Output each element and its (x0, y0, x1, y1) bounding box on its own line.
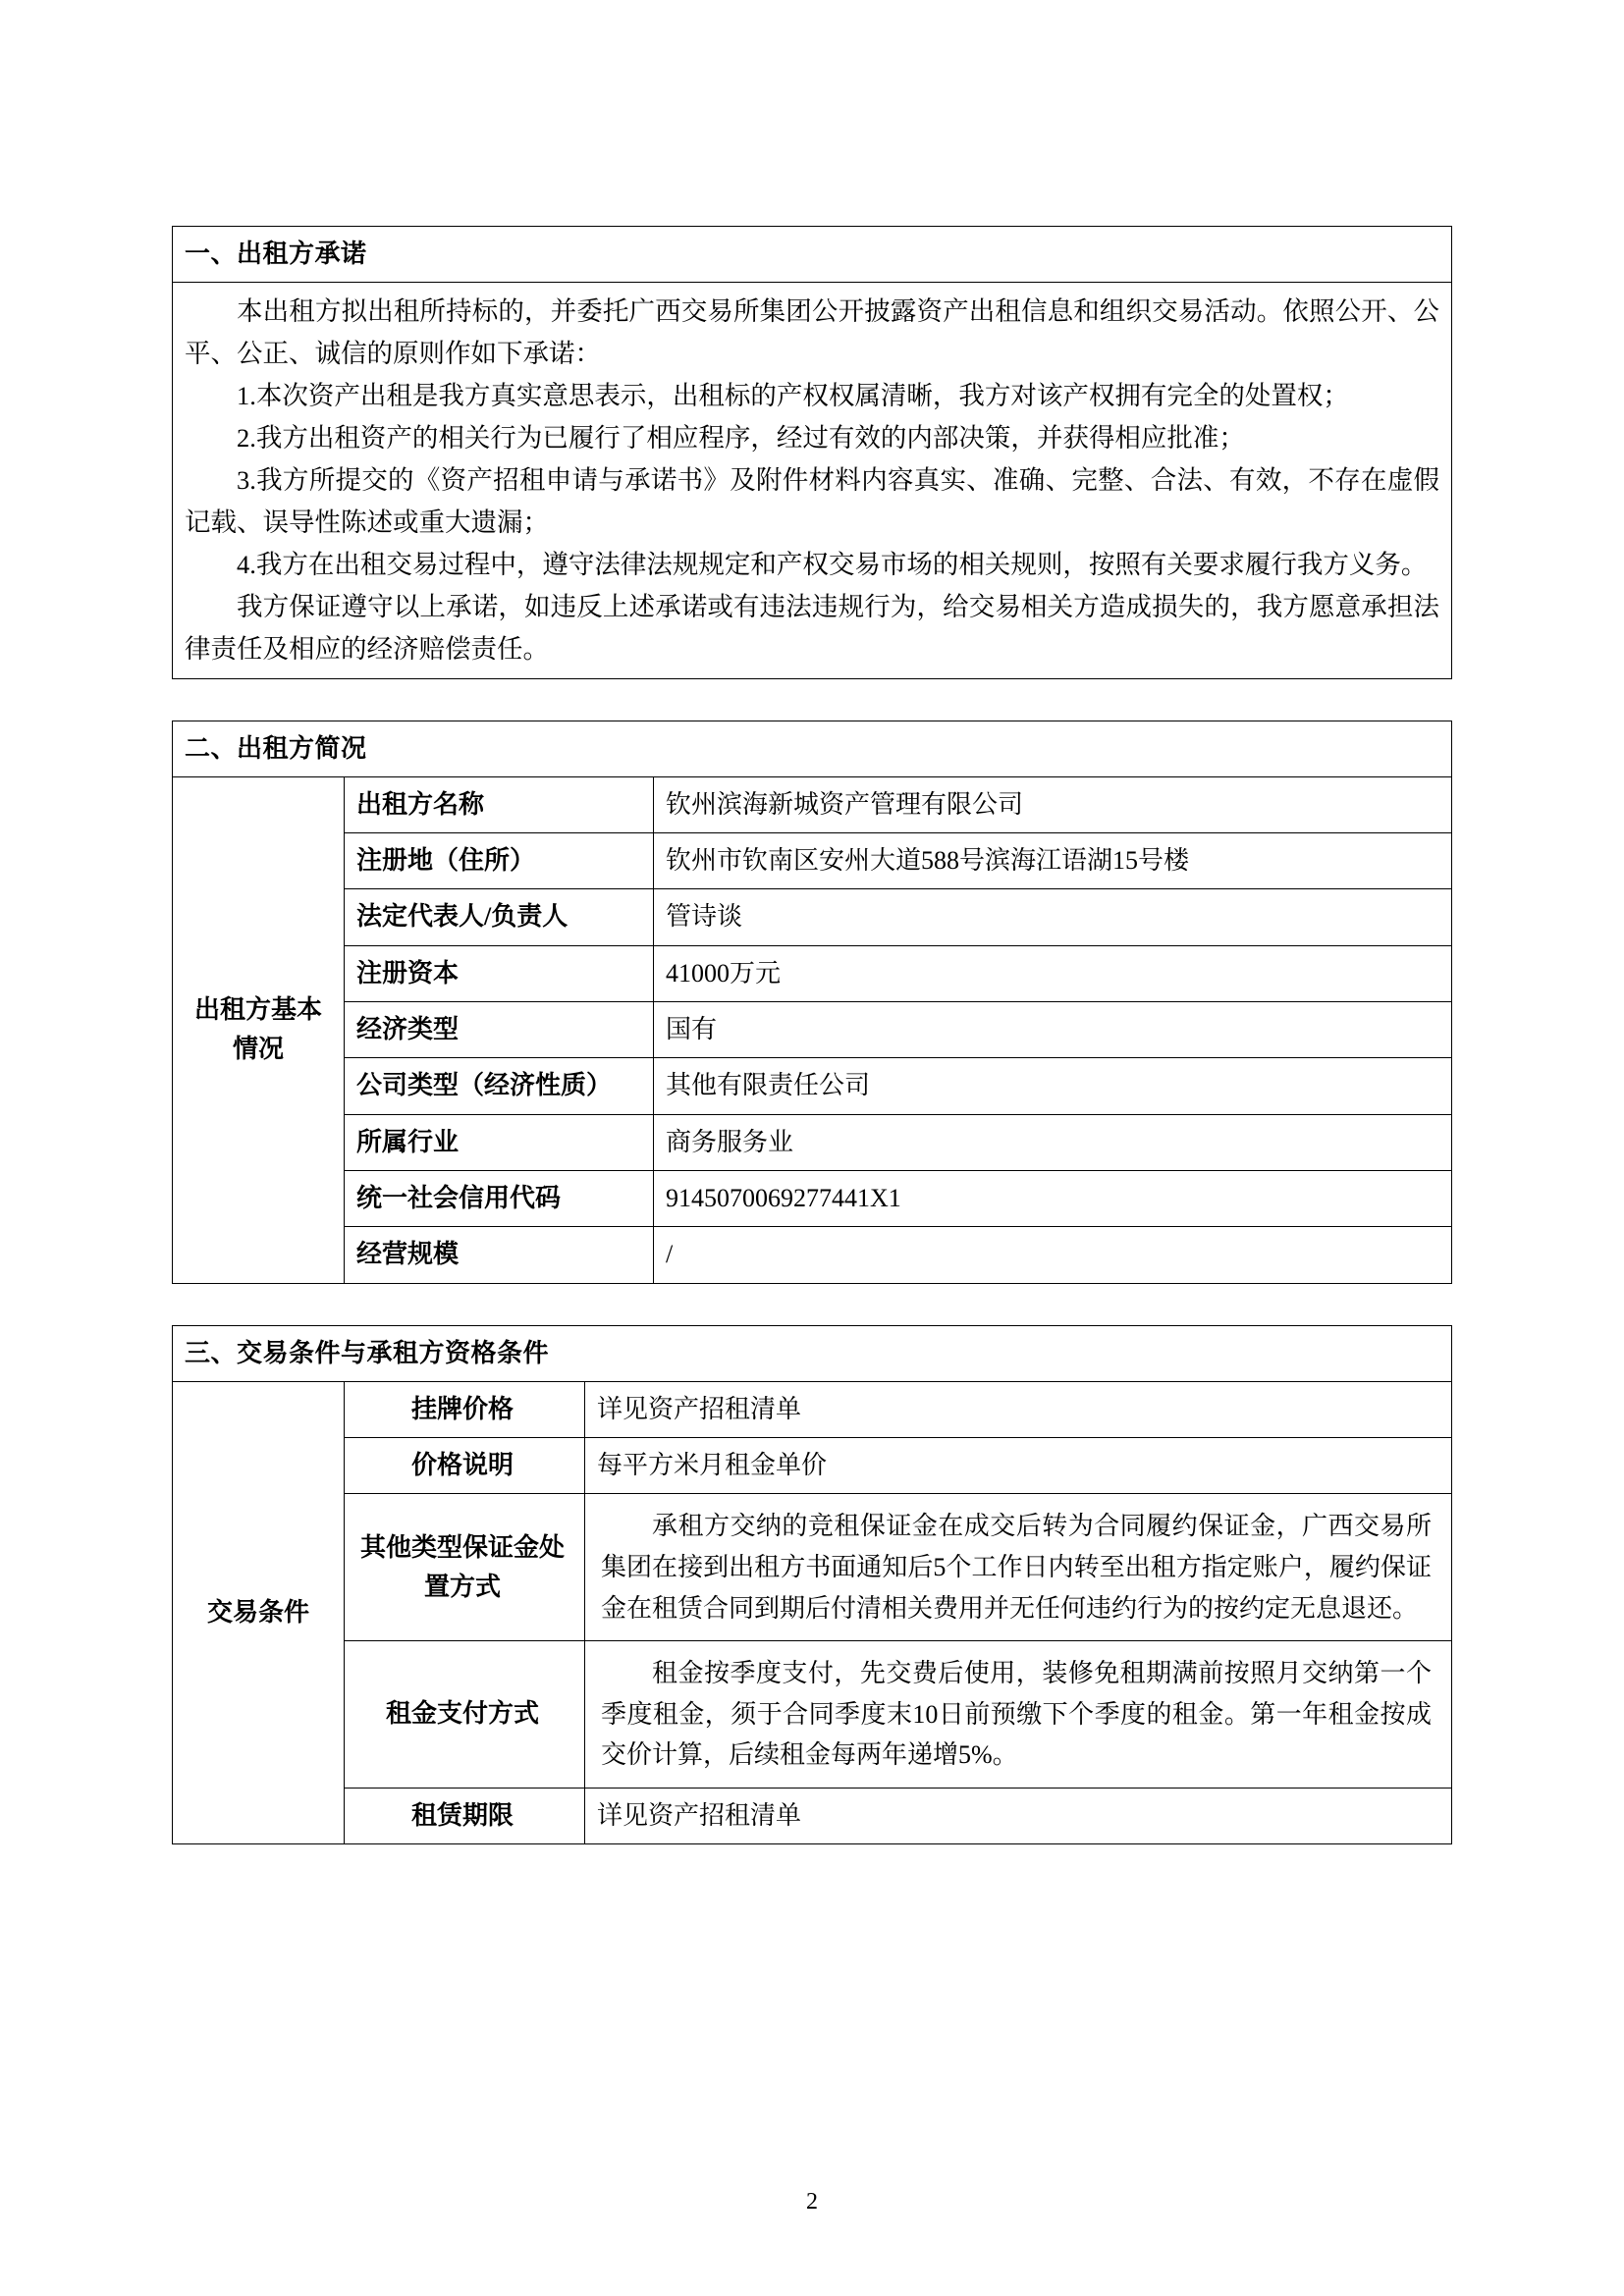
trade-key-payment-method: 租金支付方式 (345, 1641, 585, 1789)
section-lessor-profile (172, 721, 1452, 1284)
commitment-intro: 本出租方拟出租所持标的，并委托广西交易所集团公开披露资产出租信息和组织交易活动。依照公开、公平、公正、诚信的原则作如下承诺： (185, 296, 1439, 369)
profile-value-capital: 41000万元 (654, 945, 1452, 1001)
table-row (173, 1641, 1452, 1789)
spacer-2 (172, 1284, 1452, 1325)
profile-key-credit-code: 统一社会信用代码 (345, 1170, 654, 1226)
profile-value-scale: / (654, 1227, 1452, 1283)
table-row (173, 776, 1452, 832)
section3-side-label: 交易条件 (173, 1381, 345, 1843)
profile-key-name: 出租方名称 (345, 776, 654, 832)
table-row (173, 1381, 1452, 1437)
profile-value-industry: 商务服务业 (654, 1114, 1452, 1170)
spacer-1 (172, 679, 1452, 721)
commitment-closing: 我方保证遵守以上承诺，如违反上述承诺或有违法违规行为，给交易相关方造成损失的，我方愿意承担法律责任及相应的经济赔偿责任。 (185, 591, 1439, 664)
section3-heading-row (173, 1325, 1452, 1381)
section1-body (173, 283, 1452, 678)
commitment-item-4: 4.我方在出租交易过程中，遵守法律法规规定和产权交易市场的相关规则，按照有关要求履行我方义务。 (237, 549, 1428, 579)
section2-heading: 二、出租方简况 (173, 721, 1452, 776)
table-row (173, 1114, 1452, 1170)
trade-value-deposit-handling: 承租方交纳的竞租保证金在成交后转为合同履约保证金，广西交易所集团在接到出租方书面通知后5个工作日内转至出租方指定账户，履约保证金在租赁合同到期后付清相关费用并无任何违约行为的按约定无息退还。 (585, 1494, 1452, 1641)
table-row (173, 1494, 1452, 1641)
section-trade-conditions (172, 1325, 1452, 1845)
profile-key-scale: 经营规模 (345, 1227, 654, 1283)
profile-key-address: 注册地（住所） (345, 833, 654, 889)
table-row (173, 1227, 1452, 1283)
profile-value-address: 钦州市钦南区安州大道588号滨海江语湖15号楼 (654, 833, 1452, 889)
profile-value-credit-code: 9145070069277441X1 (654, 1170, 1452, 1226)
table-row (173, 1002, 1452, 1058)
trade-value-listing-price: 详见资产招租清单 (585, 1381, 1452, 1437)
commitment-item-3: 3.我方所提交的《资产招租申请与承诺书》及附件材料内容真实、准确、完整、合法、有效，不存在虚假记载、误导性陈述或重大遗漏； (185, 464, 1439, 537)
table-row (173, 1789, 1452, 1844)
table-row (173, 833, 1452, 889)
page-number: 2 (806, 2189, 818, 2215)
table-row (173, 1438, 1452, 1494)
commitment-item-1: 1.本次资产出租是我方真实意思表示，出租标的产权权属清晰，我方对该产权拥有完全的处置权； (237, 381, 1349, 411)
section1-body-row (173, 283, 1452, 678)
trade-value-lease-term: 详见资产招租清单 (585, 1789, 1452, 1844)
profile-value-name: 钦州滨海新城资产管理有限公司 (654, 776, 1452, 832)
profile-key-legal-rep: 法定代表人/负责人 (345, 889, 654, 945)
profile-key-company-type: 公司类型（经济性质） (345, 1058, 654, 1114)
trade-key-listing-price: 挂牌价格 (345, 1381, 585, 1437)
trade-key-lease-term: 租赁期限 (345, 1789, 585, 1844)
profile-value-company-type: 其他有限责任公司 (654, 1058, 1452, 1114)
profile-key-capital: 注册资本 (345, 945, 654, 1001)
profile-value-economic-type: 国有 (654, 1002, 1452, 1058)
profile-key-economic-type: 经济类型 (345, 1002, 654, 1058)
table-row (173, 889, 1452, 945)
trade-value-price-note: 每平方米月租金单价 (585, 1438, 1452, 1494)
table-row (173, 1058, 1452, 1114)
table-row (173, 945, 1452, 1001)
trade-value-payment-method: 租金按季度支付，先交费后使用，装修免租期满前按照月交纳第一个季度租金，须于合同季度末10日前预缴下个季度的租金。第一年租金按成交价计算，后续租金每两年递增5%。 (585, 1641, 1452, 1789)
section3-heading: 三、交易条件与承租方资格条件 (173, 1325, 1452, 1381)
section-lessor-commitment (172, 226, 1452, 679)
commitment-item-2: 2.我方出租资产的相关行为已履行了相应程序，经过有效的内部决策，并获得相应批准； (237, 423, 1245, 454)
trade-key-deposit-handling: 其他类型保证金处置方式 (345, 1494, 585, 1641)
profile-value-legal-rep: 管诗谈 (654, 889, 1452, 945)
profile-key-industry: 所属行业 (345, 1114, 654, 1170)
section1-heading: 一、出租方承诺 (173, 227, 1452, 283)
section1-heading-row (173, 227, 1452, 283)
trade-key-price-note: 价格说明 (345, 1438, 585, 1494)
table-row (173, 1170, 1452, 1226)
section2-heading-row (173, 721, 1452, 776)
section2-side-label: 出租方基本情况 (173, 776, 345, 1283)
